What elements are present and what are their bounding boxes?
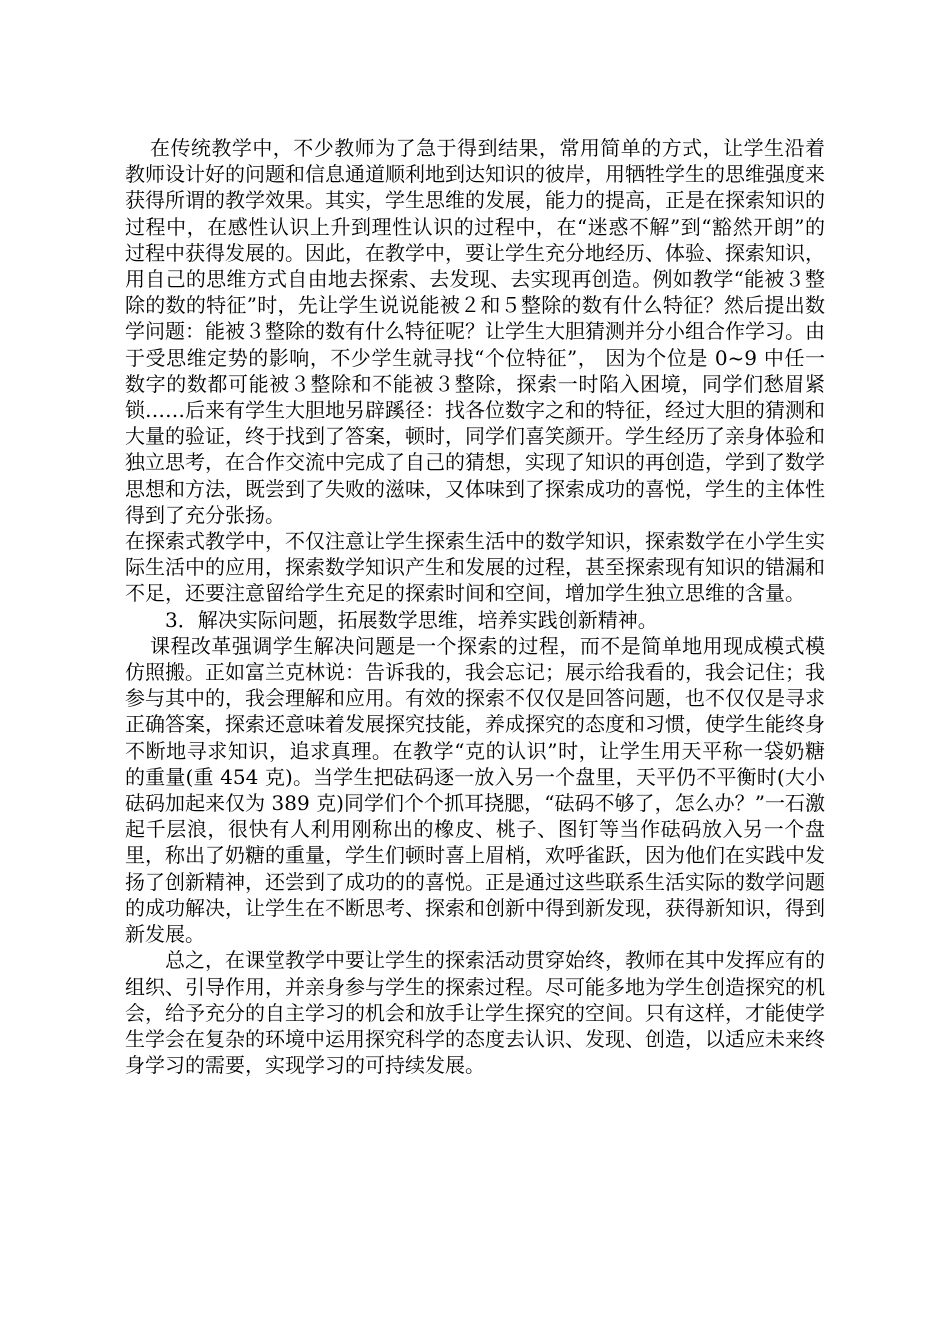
paragraph-exploratory-teaching: 在探索式教学中，不仅注意让学生探索生活中的数学知识，探索数学在小学生实际生活中的应用，探索数学知识产生和发展的过程，甚至探索现有知识的错漏和不足，还要注意留给学生充足的探索时间和空间，增加学生独立思维的含量。 (125, 529, 825, 606)
paragraph-curriculum-reform: 课程改革强调学生解决问题是一个探索的过程，而不是简单地用现成模式模仿照搬。正如富兰克林说：告诉我的，我会忘记；展示给我看的，我会记住；我参与其中的，我会理解和应用。有效的探索不仅仅是回答问题，也不仅仅是寻求正确答案，探索还意味着发展探究技能，养成探究的态度和习惯，使学生能终身不断地寻求知识，追求真理。在教学“克的认识”时，让学生用天平称一袋奶糖的重量(重 454 克)。当学生把砝码逐一放入另一个盘里，天平仍不平衡时(大小砝码加起来仅为 389 克)同学们个个抓耳挠腮，“砝码不够了，怎么办？”一石激起千层浪，很快有人利用刚称出的橡皮、桃子、图钉等当作砝码放入另一个盘里，称出了奶糖的重量，学生们顿时喜上眉梢，欢呼雀跃，因为他们在实践中发扬了创新精神，还尝到了成功的的喜悦。正是通过这些联系生活实际的数学问题的成功解决，让学生在不断思考、探索和创新中得到新发现，获得新知识，得到新发展。 (125, 633, 825, 947)
paragraph-conclusion: 总之，在课堂教学中要让学生的探索活动贯穿始终，教师在其中发挥应有的组织、引导作用，并亲身参与学生的探索过程。尽可能多地为学生创造探究的机会，给予充分的自主学习的机会和放手让学生探究的空间。只有这样，才能使学生学会在复杂的环境中运用探究科学的态度去认识、发现、创造，以适应未来终身学习的需要，实现学习的可持续发展。 (125, 948, 825, 1078)
document-body (125, 135, 825, 1078)
paragraph-traditional-teaching: 在传统教学中，不少教师为了急于得到结果，常用简单的方式，让学生沿着教师设计好的问题和信息通道顺利地到达知识的彼岸，用牺牲学生的思维强度来获得所谓的教学效果。其实，学生思维的发展，能力的提高，正是在探索知识的过程中，在感性认识上升到理性认识的过程中，在“迷惑不解”到“豁然开朗”的过程中获得发展的。因此，在教学中，要让学生充分地经历、体验、探索知识，用自己的思维方式自由地去探索、去发现、去实现再创造。例如教学“能被３整除的数的特征”时，先让学生说说能被２和５整除的数有什么特征？然后提出数学问题：能被３整除的数有什么特征呢？让学生大胆猜测并分小组合作学习。由于受思维定势的影响，不少学生就寻找“个位特征”， 因为个位是 0~9 中任一数字的数都可能被３整除和不能被３整除，探索一时陷入困境，同学们愁眉紧锁……后来有学生大胆地另辟蹊径：找各位数字之和的特征，经过大胆的猜测和大量的验证，终于找到了答案，顿时，同学们喜笑颜开。学生经历了亲身体验和独立思考，在合作交流中完成了自己的猜想，实现了知识的再创造，学到了数学思想和方法，既尝到了失败的滋味，又体味到了探索成功的喜悦，学生的主体性得到了充分张扬。 (125, 136, 825, 527)
section-heading-3: 3．解决实际问题，拓展数学思维，培养实践创新精神。 (165, 607, 658, 632)
